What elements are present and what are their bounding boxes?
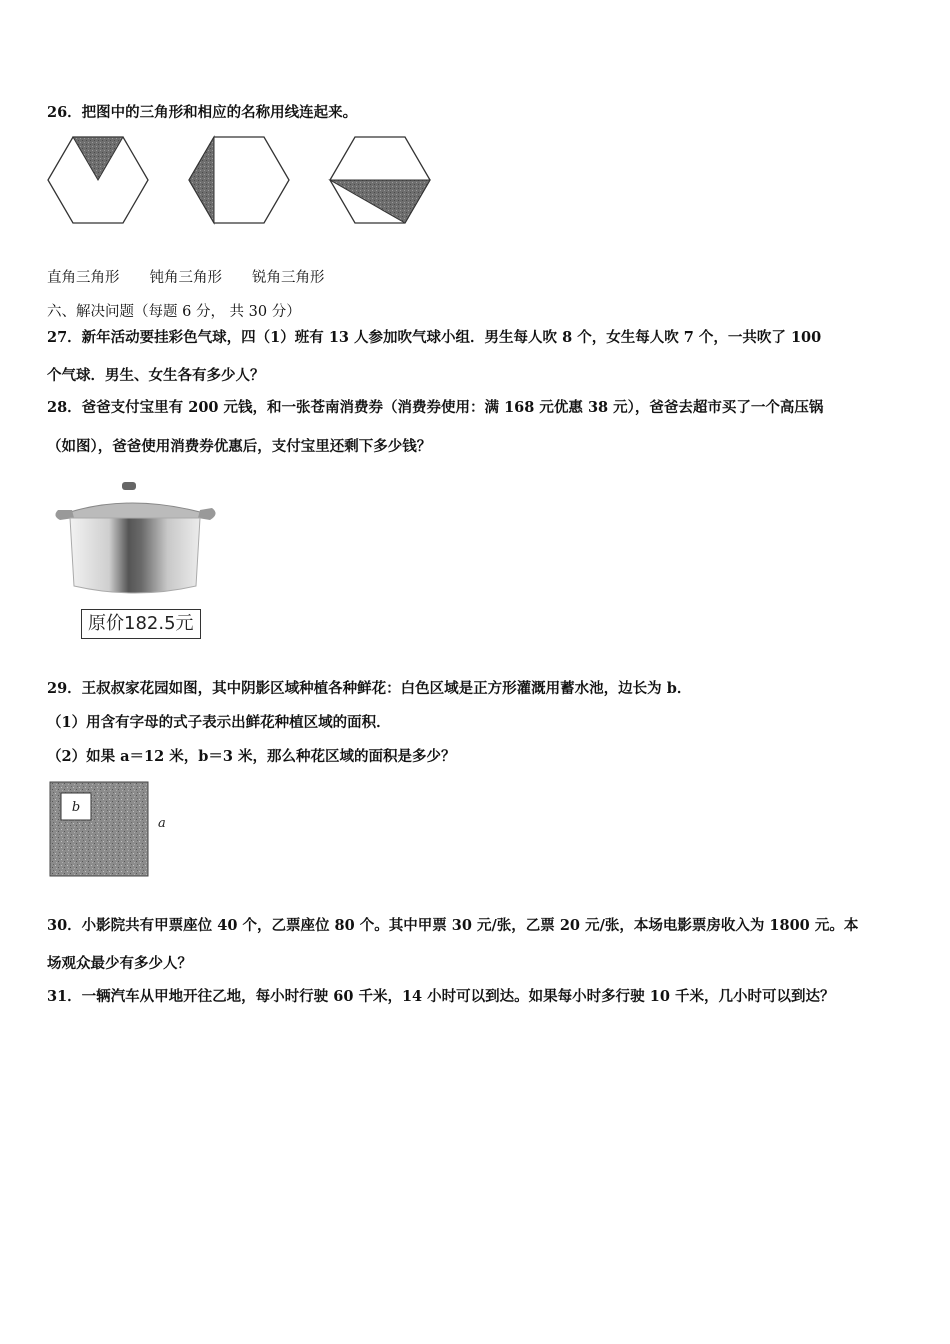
pressure-cooker-image <box>50 474 220 604</box>
hexagon-figure-2 <box>189 137 289 223</box>
q29-sub1: （1）用含有字母的式子表示出鲜花种植区域的面积． <box>47 714 391 731</box>
label-a: a <box>158 816 166 831</box>
shaded-triangle-2 <box>189 137 214 223</box>
q28-line2: （如图），爸爸使用消费券优惠后，支付宝里还剩下多少钱？ <box>47 438 432 455</box>
label-b: b <box>71 800 81 815</box>
label-right-triangle: 直角三角形 <box>47 270 120 286</box>
q30-line2: 场观众最少有多少人？ <box>47 955 192 972</box>
garden-diagram <box>48 780 173 880</box>
hexagon-figures <box>44 130 444 230</box>
label-acute-triangle: 锐角三角形 <box>252 270 325 286</box>
hexagon-figure-3 <box>330 137 430 223</box>
original-price-tag: 原价182.5元 <box>81 609 201 639</box>
q28-line1: 28．爸爸支付宝里有 200 元钱，和一张苍南消费券（消费券使用：满 168 元优惠 38 元），爸爸去超市买了一个高压锅 <box>47 399 824 416</box>
q27-line2: 个气球．男生、女生各有多少人？ <box>47 367 265 384</box>
section-6-title: 六、解决问题（每题 6 分， 共 30 分） <box>47 304 301 320</box>
label-obtuse-triangle: 钝角三角形 <box>149 270 222 286</box>
shaded-triangle-1 <box>73 137 123 180</box>
triangle-name-labels <box>47 268 355 288</box>
shaded-triangle-3 <box>330 180 430 223</box>
q26-text: 26．把图中的三角形和相应的名称用线连起来。 <box>47 104 358 121</box>
hexagon-figure-1 <box>48 137 148 223</box>
q31-line1: 31．一辆汽车从甲地开往乙地，每小时行驶 60 千米，14 小时可以到达。如果每小时多行驶 10 千米，几小时可以到达？ <box>47 988 835 1005</box>
q29-sub2: （2）如果 a＝12 米，b＝3 米，那么种花区域的面积是多少？ <box>47 748 456 765</box>
q29-line1: 29．王叔叔家花园如图，其中阴影区域种植各种鲜花：白色区域是正方形灌溉用蓄水池，边长为 b． <box>47 680 692 697</box>
q30-line1: 30．小影院共有甲票座位 40 个，乙票座位 80 个。其中甲票 30 元/张，乙票 20 元/张，本场电影票房收入为 1800 元。本 <box>47 917 859 934</box>
q27-line1: 27．新年活动要挂彩色气球，四（1）班有 13 人参加吹气球小组．男生每人吹 8 个，女生每人吹 7 个，一共吹了 100 <box>47 329 822 346</box>
